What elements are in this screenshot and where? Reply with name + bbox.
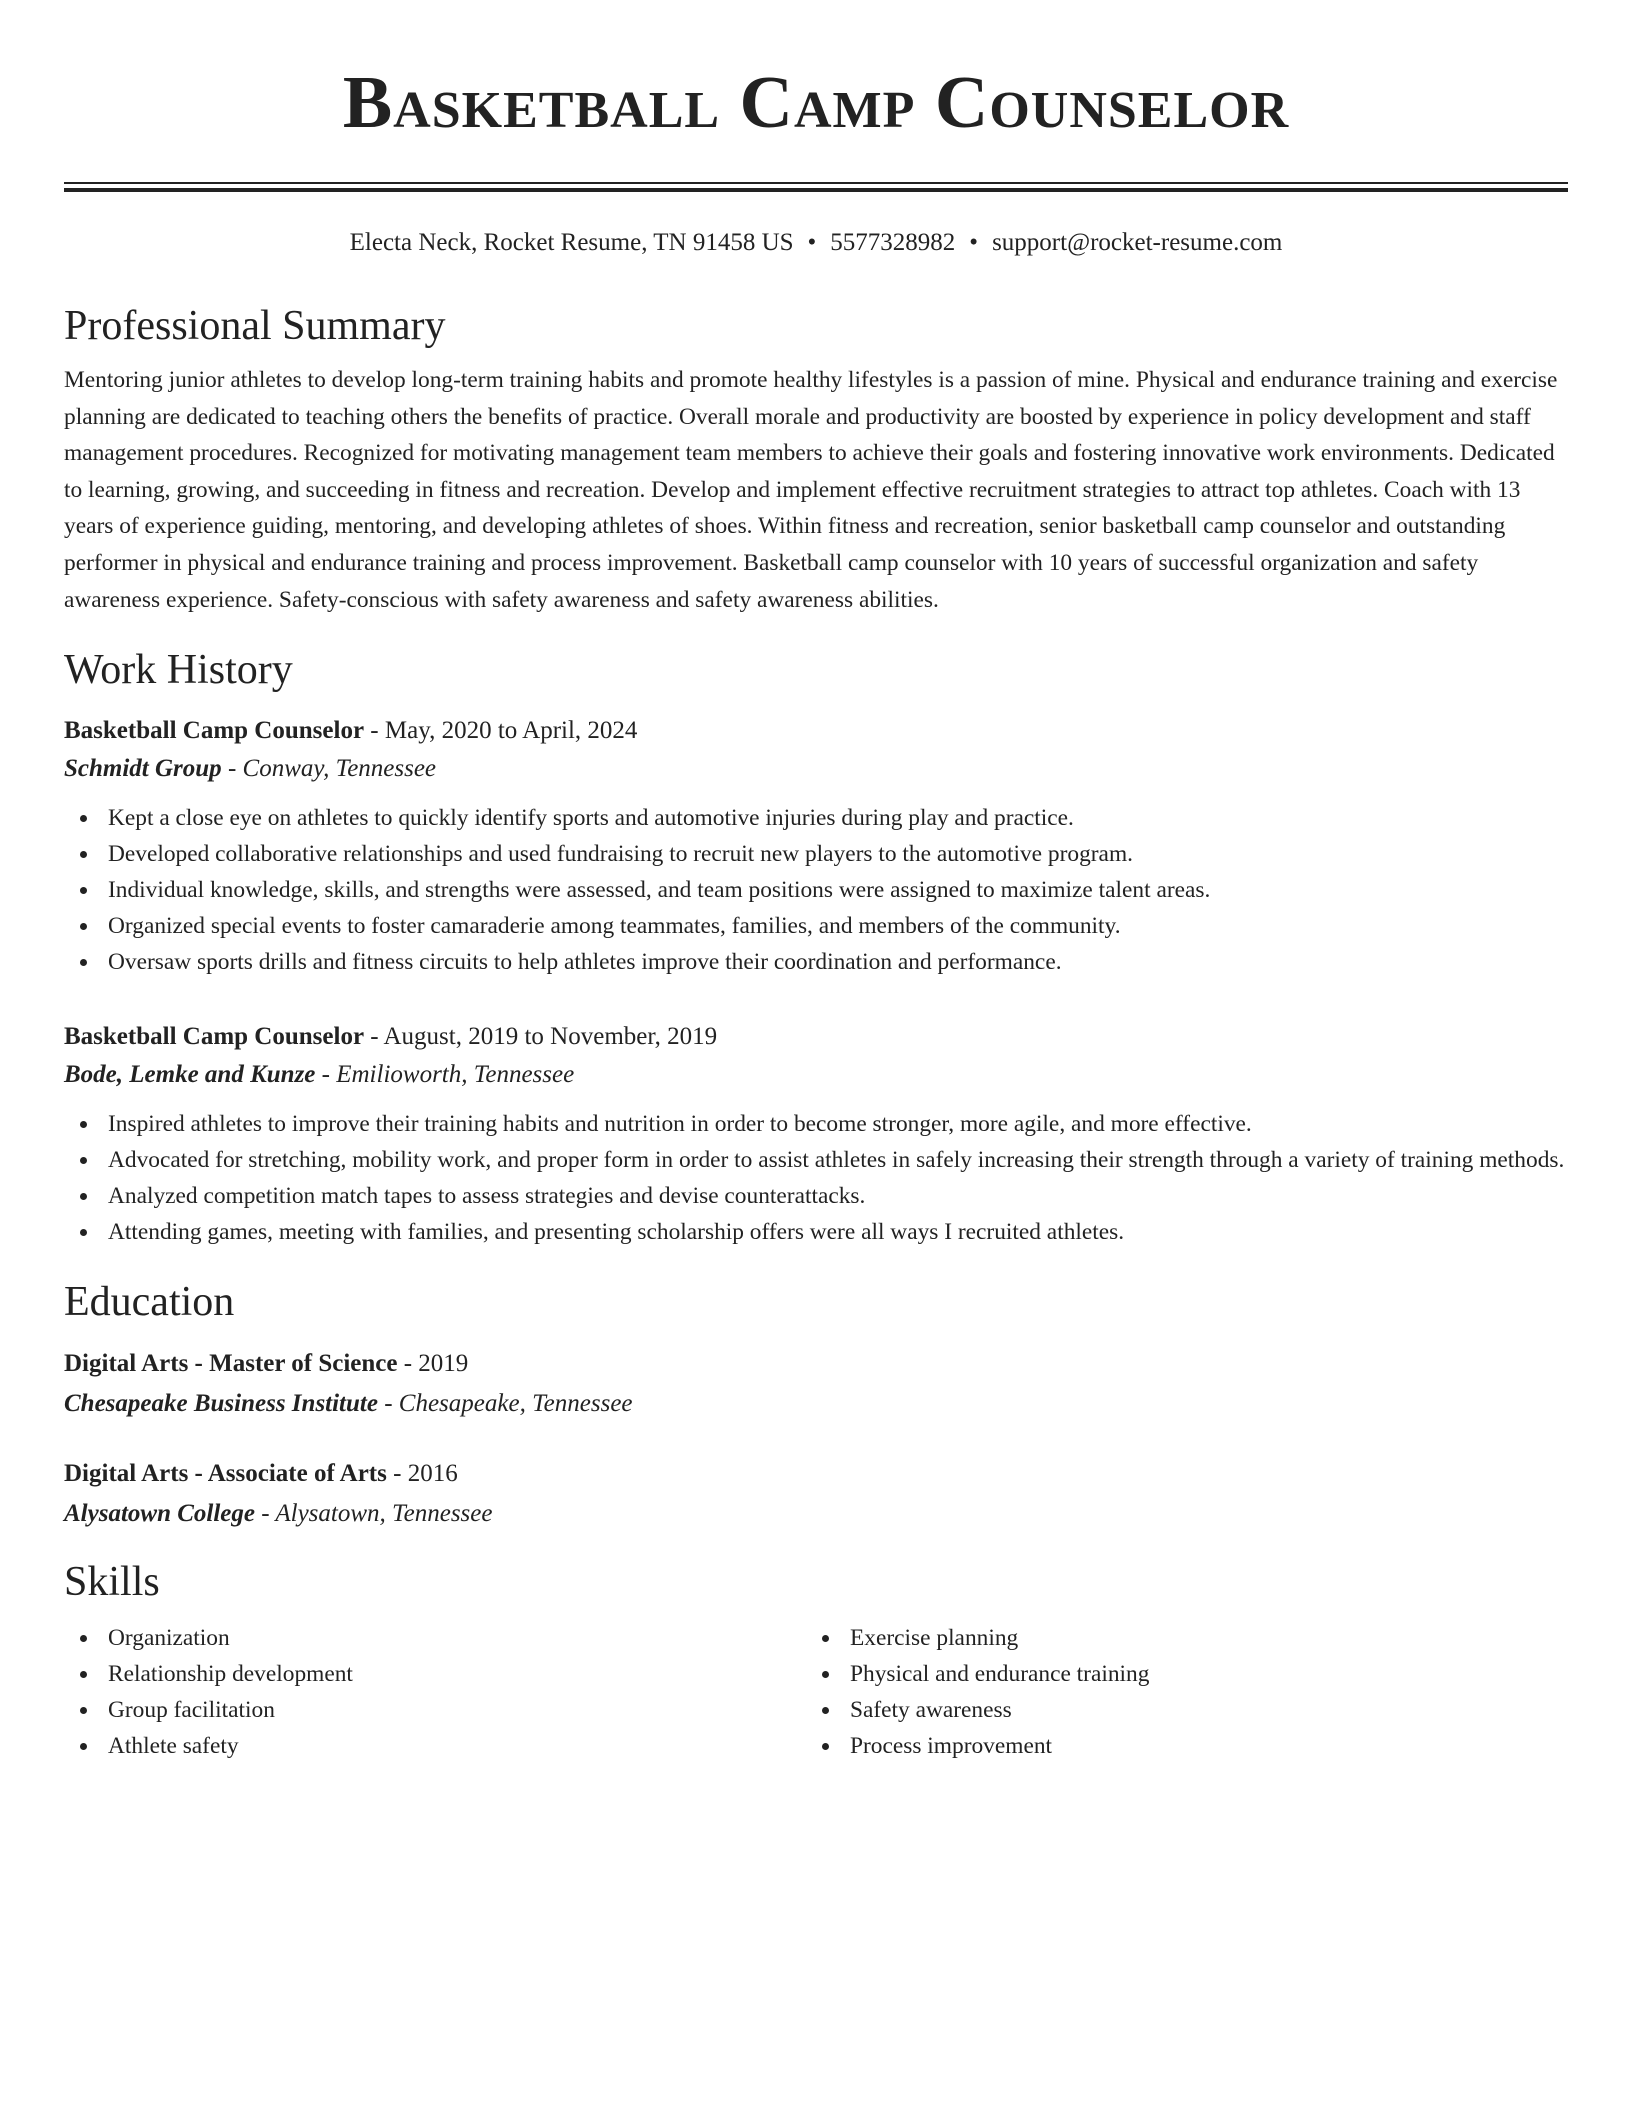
bullet-icon [80, 1121, 87, 1128]
skill-text: Exercise planning [850, 1625, 1019, 1652]
education-school-line [64, 1494, 1568, 1534]
skill-text: Relationship development [108, 1661, 353, 1688]
bullet-icon [80, 1193, 87, 1200]
job-duty [64, 1142, 1568, 1178]
job-duty [64, 836, 1568, 872]
job-duty-text: Developed collaborative relationships and used fundraising to recruit new players to the automotive program. [108, 841, 1133, 868]
section-title-work-history: Work History [64, 647, 293, 694]
education-degree: Digital Arts - Associate of Arts [64, 1460, 387, 1488]
job-duty [64, 1106, 1568, 1142]
education-entry [64, 1454, 1568, 1534]
job-entry [64, 1018, 1568, 1250]
job-duty-text: Attending games, meeting with families, and presenting scholarship offers were all ways I recruited athletes. [108, 1219, 1125, 1246]
bullet-icon [80, 815, 87, 822]
contact-address: Electa Neck, Rocket Resume, TN 91458 US [349, 229, 794, 256]
job-duty [64, 872, 1568, 908]
job-duty-text: Inspired athletes to improve their training habits and nutrition in order to become stronger, more agile, and more effective. [108, 1111, 1252, 1138]
job-dates: - August, 2019 to November, 2019 [364, 1023, 718, 1051]
job-location: - Conway, Tennessee [221, 755, 437, 783]
job-duty-text: Individual knowledge, skills, and strengths were assessed, and team positions were assigned to maximize talent areas. [108, 877, 1211, 904]
job-duty [64, 800, 1568, 836]
education-entry [64, 1344, 1568, 1424]
skill-item [806, 1620, 1548, 1656]
skill-text: Safety awareness [850, 1697, 1012, 1724]
job-entry [64, 712, 1568, 980]
bullet-icon [80, 887, 87, 894]
skill-item [806, 1692, 1548, 1728]
education-school-line [64, 1384, 1568, 1424]
skill-text: Group facilitation [108, 1697, 275, 1724]
skill-item [64, 1656, 806, 1692]
job-employer [64, 750, 1568, 788]
bullet-icon [80, 1707, 87, 1714]
job-location: - Emilioworth, Tennessee [315, 1061, 575, 1089]
education-school: Chesapeake Business Institute [64, 1390, 378, 1418]
job-role: Basketball Camp Counselor [64, 1023, 365, 1051]
education-year: - 2016 [386, 1460, 458, 1488]
contact-line [64, 226, 1568, 260]
education-header [64, 1344, 1568, 1384]
skills-column-right [806, 1620, 1548, 1764]
bullet-icon [80, 959, 87, 966]
skill-text: Organization [108, 1625, 230, 1652]
header-divider [64, 182, 1568, 192]
bullet-icon [80, 1743, 87, 1750]
bullet-icon [822, 1635, 829, 1642]
education-year: - 2019 [397, 1350, 469, 1378]
job-dates: - May, 2020 to April, 2024 [364, 717, 638, 745]
job-duty-text: Oversaw sports drills and fitness circuits to help athletes improve their coordination and performance. [108, 949, 1062, 976]
skills-grid [64, 1620, 1568, 1764]
section-title-education: Education [64, 1279, 235, 1326]
bullet-icon [80, 923, 87, 930]
bullet-icon [80, 1157, 87, 1164]
job-duty [64, 1214, 1568, 1250]
summary-text: Mentoring junior athletes to develop long-term training habits and promote healthy lifestyles is a passion of mine. Physical and endurance training and exercise planning are dedicated to teaching others the benefits of practice. Overall morale and productivity are boosted by experience in policy development and staff management procedures. Recognized for motivating management team members to achieve their goals and fostering innovative work environments. Dedicated to learning, growing, and succeeding in fitness and recreation. Develop and implement effective recruitment strategies to attract top athletes. Coach with 13 years of experience guiding, mentoring, and developing athletes of shoes. Within fitness and recreation, senior basketball camp counselor and outstanding performer in physical and endurance training and process improvement. Basketball camp counselor with 10 years of successful organization and safety awareness experience. Safety-conscious with safety awareness and safety awareness abilities. [64, 367, 1558, 613]
job-company: Schmidt Group [64, 755, 222, 783]
bullet-icon [80, 1635, 87, 1642]
skill-item [806, 1728, 1548, 1764]
education-location: - Alysatown, Tennessee [254, 1500, 493, 1528]
bullet-icon [80, 1229, 87, 1236]
bullet-icon [822, 1671, 829, 1678]
skill-text: Athlete safety [108, 1733, 239, 1760]
contact-separator: • [807, 229, 817, 256]
skill-item [806, 1656, 1548, 1692]
skills-list [64, 1620, 806, 1764]
skill-text: Process improvement [850, 1733, 1053, 1760]
contact-phone: 5577328982 [830, 229, 956, 256]
bullet-icon [822, 1743, 829, 1750]
bullet-icon [822, 1707, 829, 1714]
skill-text: Physical and endurance training [850, 1661, 1150, 1688]
job-duty [64, 908, 1568, 944]
bullet-icon [80, 851, 87, 858]
contact-separator: • [969, 229, 979, 256]
job-duty-text: Kept a close eye on athletes to quickly identify sports and automotive injuries during play and practice. [108, 805, 1074, 832]
education-header [64, 1454, 1568, 1494]
job-duty-text: Organized special events to foster camaraderie among teammates, families, and members of the community. [108, 913, 1121, 940]
education-degree: Digital Arts - Master of Science [64, 1350, 398, 1378]
education-school: Alysatown College [64, 1500, 255, 1528]
job-duty [64, 1178, 1568, 1214]
contact-email: support@rocket-resume.com [992, 229, 1283, 256]
skill-item [64, 1692, 806, 1728]
skill-item [64, 1728, 806, 1764]
job-duty-text: Advocated for stretching, mobility work, and proper form in order to assist athletes in safely increasing their strength through a variety of training methods. [108, 1147, 1565, 1174]
job-duties-list [64, 1106, 1568, 1250]
bullet-icon [80, 1671, 87, 1678]
job-employer [64, 1056, 1568, 1094]
section-title-skills: Skills [64, 1559, 160, 1606]
job-company: Bode, Lemke and Kunze [64, 1061, 316, 1089]
job-header [64, 712, 1568, 750]
job-role: Basketball Camp Counselor [64, 717, 365, 745]
job-header [64, 1018, 1568, 1056]
job-duties-list [64, 800, 1568, 980]
skills-column-left [64, 1620, 806, 1764]
skills-list [806, 1620, 1548, 1764]
job-duty-text: Analyzed competition match tapes to assess strategies and devise counterattacks. [108, 1183, 866, 1210]
skill-item [64, 1620, 806, 1656]
job-duty [64, 944, 1568, 980]
section-title-summary: Professional Summary [64, 303, 446, 349]
education-location: - Chesapeake, Tennessee [377, 1390, 633, 1418]
resume-name: Basketball Camp Counselor [342, 62, 1290, 144]
